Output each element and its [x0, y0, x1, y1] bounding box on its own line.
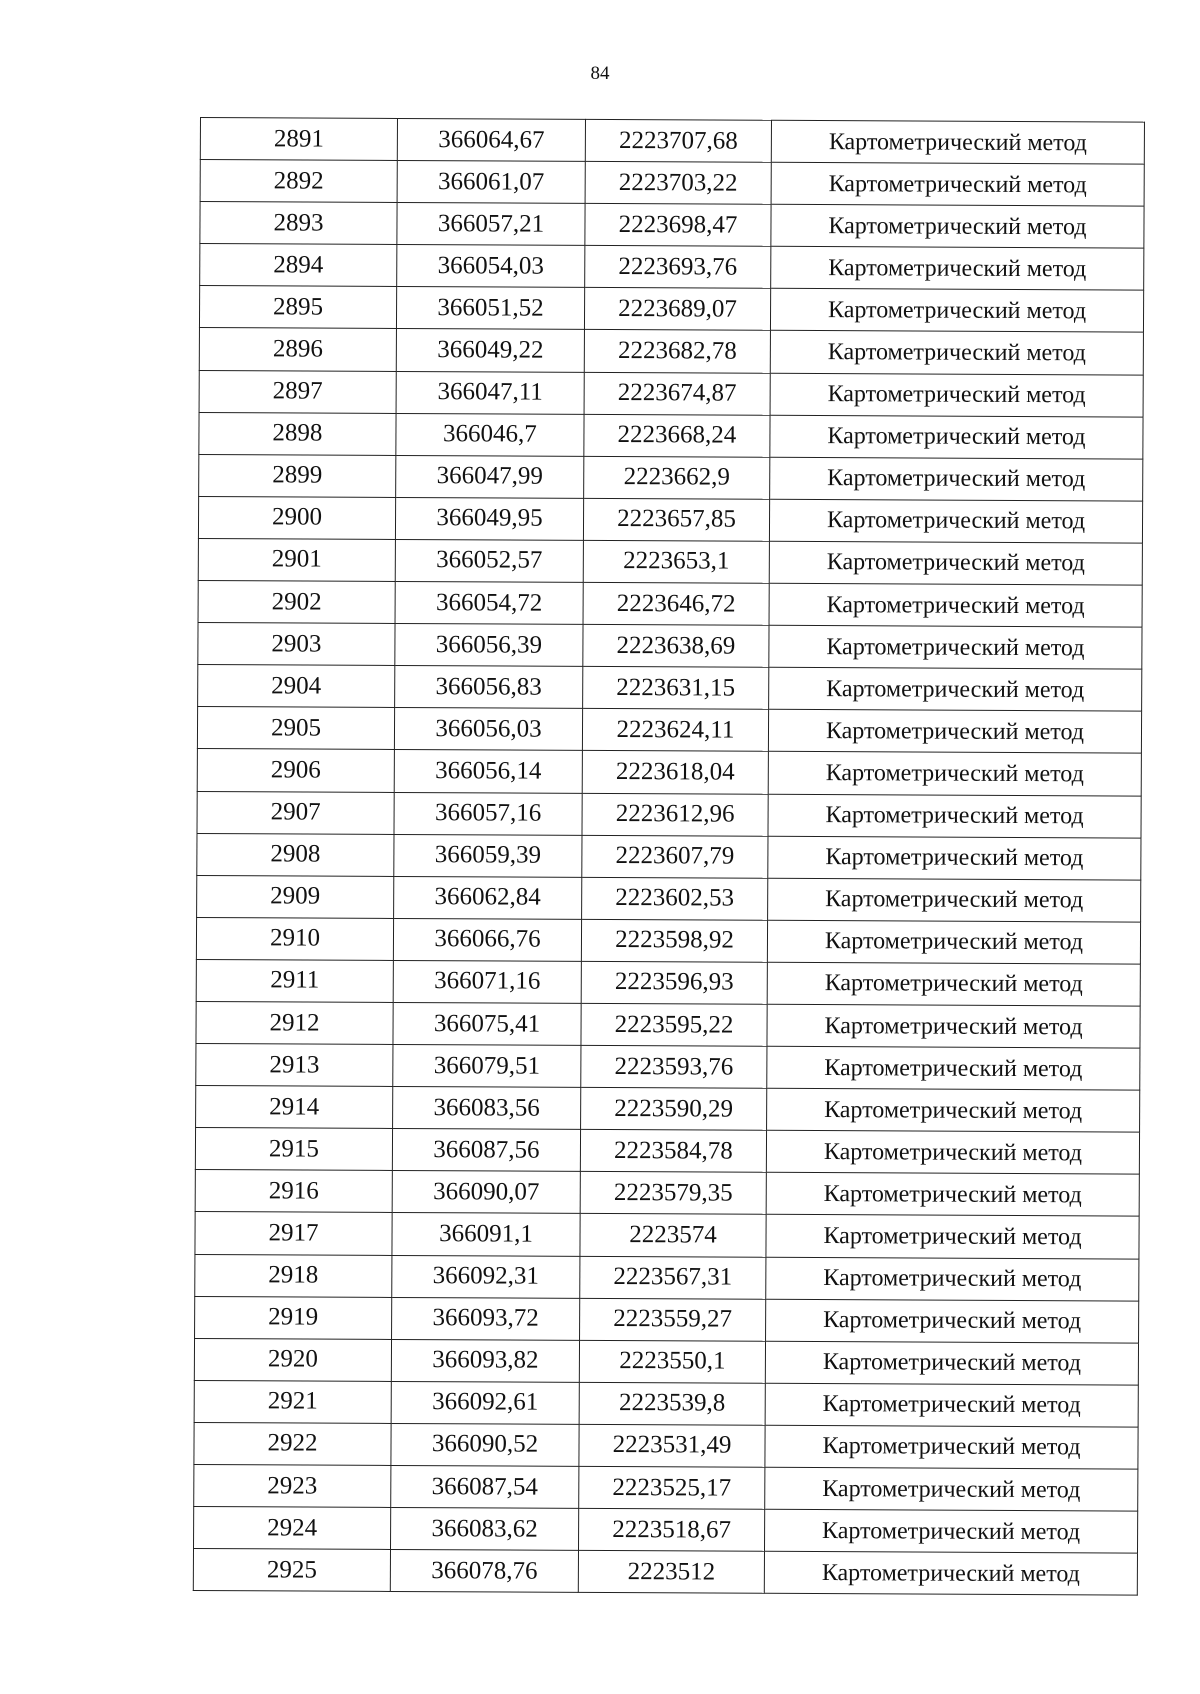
x-coordinate-cell: 366056,39 — [395, 624, 583, 667]
method-cell: Картометрический метод — [770, 415, 1143, 459]
method-cell: Картометрический метод — [767, 1004, 1140, 1048]
point-number-cell: 2900 — [198, 496, 395, 539]
table-row — [200, 202, 1144, 249]
x-coordinate-cell: 366047,11 — [396, 371, 584, 414]
point-number-cell: 2899 — [199, 454, 396, 497]
x-coordinate-cell: 366056,14 — [394, 750, 582, 793]
method-cell: Картометрический метод — [765, 1383, 1138, 1427]
point-number-cell: 2918 — [195, 1254, 392, 1297]
table-row — [194, 1338, 1138, 1385]
method-cell: Картометрический метод — [767, 962, 1140, 1006]
x-coordinate-cell: 366093,72 — [392, 1297, 580, 1340]
y-coordinate-cell: 2223682,78 — [584, 330, 770, 373]
y-coordinate-cell: 2223567,31 — [580, 1256, 766, 1299]
point-number-cell: 2897 — [199, 370, 396, 413]
point-number-cell: 2921 — [194, 1380, 391, 1423]
point-number-cell: 2925 — [193, 1549, 390, 1592]
y-coordinate-cell: 2223674,87 — [584, 372, 770, 415]
table-row — [199, 370, 1143, 417]
x-coordinate-cell: 366057,16 — [394, 792, 582, 835]
table-row — [198, 581, 1142, 628]
y-coordinate-cell: 2223590,29 — [581, 1088, 767, 1131]
table-row — [197, 791, 1141, 838]
method-cell: Картометрический метод — [770, 289, 1143, 333]
y-coordinate-cell: 2223531,49 — [579, 1424, 765, 1467]
x-coordinate-cell: 366079,51 — [393, 1045, 581, 1088]
x-coordinate-cell: 366071,16 — [393, 960, 581, 1003]
point-number-cell: 2915 — [195, 1128, 392, 1171]
point-number-cell: 2901 — [198, 538, 395, 581]
point-number-cell: 2893 — [200, 202, 397, 245]
point-number-cell: 2891 — [200, 118, 397, 161]
point-number-cell: 2911 — [196, 959, 393, 1002]
point-number-cell: 2892 — [200, 160, 397, 203]
y-coordinate-cell: 2223512 — [578, 1551, 764, 1594]
table-row — [198, 538, 1142, 585]
y-coordinate-cell: 2223638,69 — [583, 625, 769, 668]
table-row — [195, 1170, 1139, 1217]
x-coordinate-cell: 366092,31 — [392, 1255, 580, 1298]
table-row — [196, 1086, 1140, 1133]
method-cell: Картометрический метод — [771, 162, 1144, 206]
method-cell: Картометрический метод — [770, 457, 1143, 501]
point-number-cell: 2914 — [196, 1086, 393, 1129]
x-coordinate-cell: 366062,84 — [394, 876, 582, 919]
method-cell: Картометрический метод — [766, 1299, 1139, 1343]
method-cell: Картометрический метод — [769, 583, 1142, 627]
point-number-cell: 2895 — [199, 286, 396, 329]
method-cell: Картометрический метод — [771, 120, 1144, 164]
table-row — [199, 412, 1143, 459]
table-row — [196, 1001, 1140, 1048]
method-cell: Картометрический метод — [768, 794, 1141, 838]
x-coordinate-cell: 366087,56 — [392, 1129, 580, 1172]
method-cell: Картометрический метод — [769, 499, 1142, 543]
x-coordinate-cell: 366051,52 — [396, 287, 584, 330]
point-number-cell: 2904 — [198, 665, 395, 708]
point-number-cell: 2909 — [197, 875, 394, 918]
method-cell: Картометрический метод — [768, 710, 1141, 754]
y-coordinate-cell: 2223607,79 — [582, 835, 768, 878]
point-number-cell: 2913 — [196, 1044, 393, 1087]
method-cell: Картометрический метод — [766, 1173, 1139, 1217]
table-row — [193, 1549, 1137, 1596]
table-row — [198, 496, 1142, 543]
table-row — [199, 286, 1143, 333]
point-number-cell: 2906 — [197, 749, 394, 792]
table-row — [196, 1044, 1140, 1091]
table-row — [196, 959, 1140, 1006]
method-cell: Картометрический метод — [766, 1215, 1139, 1259]
table-row — [195, 1212, 1139, 1259]
point-number-cell: 2919 — [195, 1296, 392, 1339]
method-cell: Картометрический метод — [766, 1131, 1139, 1175]
table-row — [197, 707, 1141, 754]
method-cell: Картометрический метод — [767, 1088, 1140, 1132]
y-coordinate-cell: 2223624,11 — [582, 709, 768, 752]
point-number-cell: 2910 — [196, 917, 393, 960]
table-row — [197, 833, 1141, 880]
table-row — [194, 1507, 1138, 1554]
point-number-cell: 2905 — [197, 707, 394, 750]
x-coordinate-cell: 366064,67 — [397, 118, 585, 161]
y-coordinate-cell: 2223657,85 — [583, 498, 769, 541]
table-row — [196, 917, 1140, 964]
method-cell: Картометрический метод — [767, 920, 1140, 964]
table-row — [197, 875, 1141, 922]
point-number-cell: 2924 — [194, 1507, 391, 1550]
method-cell: Картометрический метод — [771, 247, 1144, 291]
coordinates-table — [193, 117, 1145, 1596]
method-cell: Картометрический метод — [767, 1046, 1140, 1090]
y-coordinate-cell: 2223662,9 — [584, 456, 770, 499]
x-coordinate-cell: 366052,57 — [395, 539, 583, 582]
y-coordinate-cell: 2223593,76 — [581, 1045, 767, 1088]
point-number-cell: 2923 — [194, 1464, 391, 1507]
point-number-cell: 2894 — [200, 244, 397, 287]
y-coordinate-cell: 2223631,15 — [583, 667, 769, 710]
y-coordinate-cell: 2223598,92 — [581, 919, 767, 962]
y-coordinate-cell: 2223668,24 — [584, 414, 770, 457]
method-cell: Картометрический метод — [765, 1341, 1138, 1385]
method-cell: Картометрический метод — [768, 878, 1141, 922]
x-coordinate-cell: 366092,61 — [391, 1381, 579, 1424]
table-row — [195, 1128, 1139, 1175]
table-row — [195, 1296, 1139, 1343]
x-coordinate-cell: 366054,72 — [395, 581, 583, 624]
y-coordinate-cell: 2223518,67 — [578, 1508, 764, 1551]
x-coordinate-cell: 366046,7 — [396, 413, 584, 456]
y-coordinate-cell: 2223574 — [580, 1214, 766, 1257]
table-row — [200, 160, 1144, 207]
y-coordinate-cell: 2223596,93 — [581, 961, 767, 1004]
method-cell: Картометрический метод — [769, 668, 1142, 712]
y-coordinate-cell: 2223653,1 — [583, 540, 769, 583]
y-coordinate-cell: 2223550,1 — [579, 1340, 765, 1383]
point-number-cell: 2898 — [199, 412, 396, 455]
method-cell: Картометрический метод — [770, 331, 1143, 375]
x-coordinate-cell: 366056,83 — [395, 666, 583, 709]
point-number-cell: 2916 — [195, 1170, 392, 1213]
x-coordinate-cell: 366090,52 — [391, 1423, 579, 1466]
x-coordinate-cell: 366056,03 — [394, 708, 582, 751]
y-coordinate-cell: 2223703,22 — [585, 161, 771, 204]
y-coordinate-cell: 2223698,47 — [585, 204, 771, 247]
method-cell: Картометрический метод — [769, 541, 1142, 585]
table-body — [193, 118, 1144, 1596]
y-coordinate-cell: 2223539,8 — [579, 1382, 765, 1425]
point-number-cell: 2922 — [194, 1422, 391, 1465]
method-cell: Картометрический метод — [765, 1425, 1138, 1469]
x-coordinate-cell: 366049,22 — [396, 329, 584, 372]
y-coordinate-cell: 2223707,68 — [585, 119, 771, 162]
method-cell: Картометрический метод — [769, 625, 1142, 669]
x-coordinate-cell: 366083,56 — [393, 1087, 581, 1130]
point-number-cell: 2908 — [197, 833, 394, 876]
x-coordinate-cell: 366059,39 — [394, 834, 582, 877]
y-coordinate-cell: 2223595,22 — [581, 1003, 767, 1046]
x-coordinate-cell: 366049,95 — [395, 497, 583, 540]
x-coordinate-cell: 366087,54 — [391, 1465, 579, 1508]
y-coordinate-cell: 2223646,72 — [583, 582, 769, 625]
table-row — [199, 454, 1143, 501]
point-number-cell: 2896 — [199, 328, 396, 371]
y-coordinate-cell: 2223584,78 — [580, 1130, 766, 1173]
x-coordinate-cell: 366091,1 — [392, 1213, 580, 1256]
x-coordinate-cell: 366061,07 — [397, 161, 585, 204]
x-coordinate-cell: 366047,99 — [396, 455, 584, 498]
table-row — [198, 623, 1142, 670]
x-coordinate-cell: 366054,03 — [397, 245, 585, 288]
x-coordinate-cell: 366093,82 — [391, 1339, 579, 1382]
page-number: 84 — [590, 63, 610, 84]
y-coordinate-cell: 2223689,07 — [584, 288, 770, 331]
y-coordinate-cell: 2223693,76 — [585, 246, 771, 289]
point-number-cell: 2917 — [195, 1212, 392, 1255]
method-cell: Картометрический метод — [768, 836, 1141, 880]
table-row — [194, 1380, 1138, 1427]
method-cell: Картометрический метод — [764, 1509, 1137, 1553]
method-cell: Картометрический метод — [766, 1257, 1139, 1301]
table-row — [200, 118, 1144, 165]
x-coordinate-cell: 366057,21 — [397, 203, 585, 246]
y-coordinate-cell: 2223602,53 — [582, 877, 768, 920]
table-row — [198, 665, 1142, 712]
method-cell: Картометрический метод — [765, 1467, 1138, 1511]
table-row — [195, 1254, 1139, 1301]
point-number-cell: 2912 — [196, 1001, 393, 1044]
table-row — [194, 1422, 1138, 1469]
table-row — [194, 1464, 1138, 1511]
method-cell: Картометрический метод — [771, 204, 1144, 248]
point-number-cell: 2902 — [198, 581, 395, 624]
point-number-cell: 2903 — [198, 623, 395, 666]
x-coordinate-cell: 366083,62 — [391, 1508, 579, 1551]
table-row — [197, 749, 1141, 796]
point-number-cell: 2907 — [197, 791, 394, 834]
y-coordinate-cell: 2223559,27 — [580, 1298, 766, 1341]
x-coordinate-cell: 366066,76 — [393, 918, 581, 961]
method-cell: Картометрический метод — [764, 1551, 1137, 1595]
y-coordinate-cell: 2223618,04 — [582, 751, 768, 794]
y-coordinate-cell: 2223579,35 — [580, 1172, 766, 1215]
y-coordinate-cell: 2223525,17 — [579, 1466, 765, 1509]
point-number-cell: 2920 — [194, 1338, 391, 1381]
y-coordinate-cell: 2223612,96 — [582, 793, 768, 836]
method-cell: Картометрический метод — [770, 373, 1143, 417]
table-row — [199, 328, 1143, 375]
x-coordinate-cell: 366090,07 — [392, 1171, 580, 1214]
x-coordinate-cell: 366078,76 — [390, 1550, 578, 1593]
table-row — [200, 244, 1144, 291]
method-cell: Картометрический метод — [768, 752, 1141, 796]
x-coordinate-cell: 366075,41 — [393, 1002, 581, 1045]
